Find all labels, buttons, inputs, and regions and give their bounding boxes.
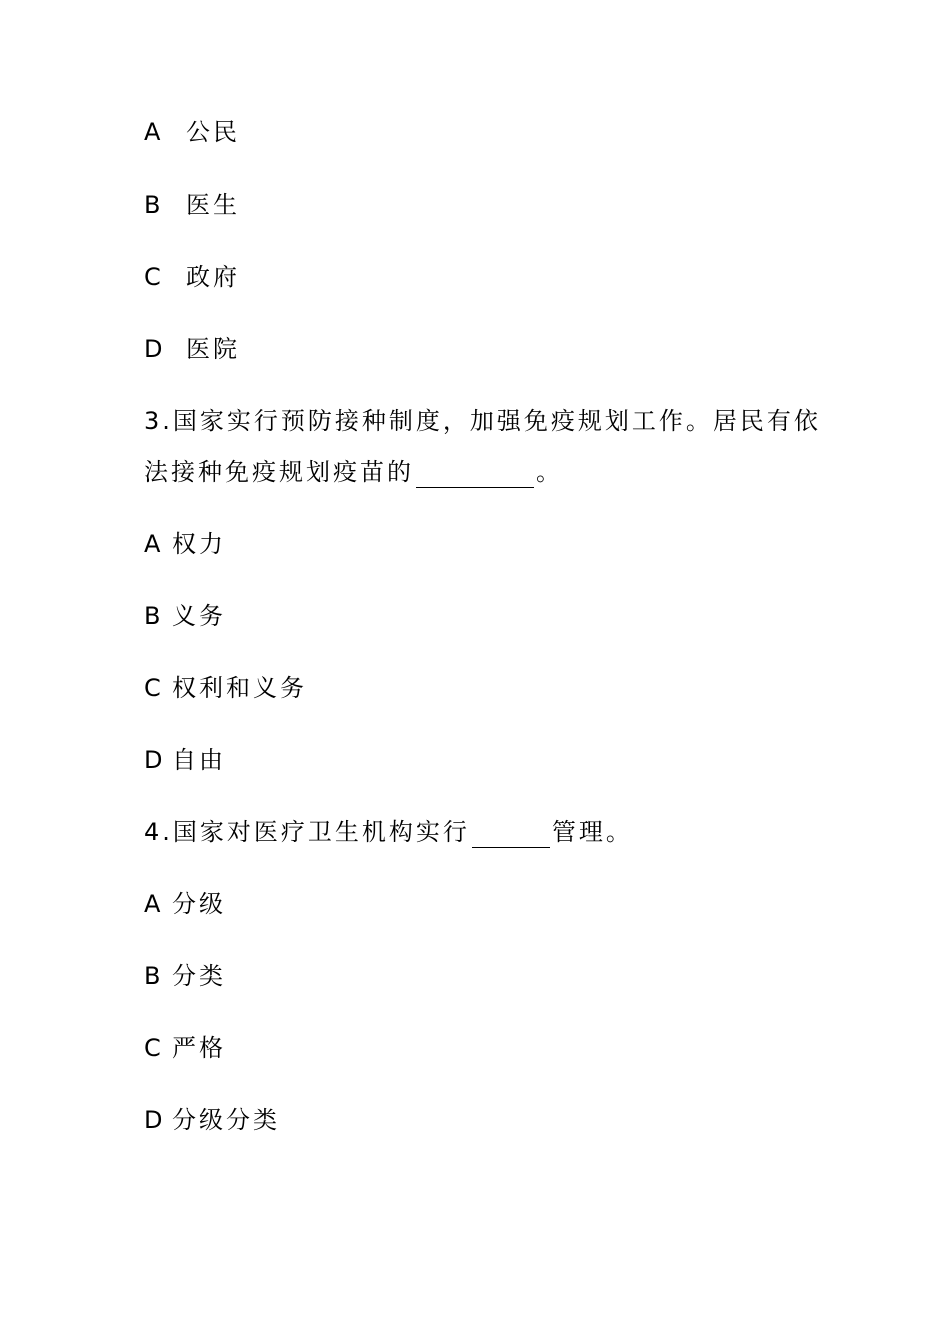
q2-option-b	[144, 189, 240, 221]
q3-stem-text: 法接种免疫规划疫苗的	[144, 458, 414, 486]
option-letter: A	[144, 530, 164, 558]
option-text: 分级分类	[172, 1106, 280, 1134]
option-letter: A	[144, 118, 164, 146]
q4-stem-end: 管理。	[551, 818, 633, 846]
option-text: 自由	[172, 746, 226, 774]
q4-option-a	[144, 888, 226, 920]
q3-option-b	[144, 600, 226, 632]
option-letter: D	[144, 746, 166, 774]
option-text: 分类	[172, 962, 226, 990]
option-text: 医生	[186, 191, 240, 219]
option-letter: C	[144, 674, 164, 702]
option-letter: B	[144, 962, 164, 990]
option-letter: C	[144, 1034, 164, 1062]
option-text: 政府	[186, 263, 240, 291]
q2-option-d	[144, 333, 240, 365]
q2-option-c	[144, 261, 240, 293]
option-text: 分级	[172, 890, 226, 918]
q4-option-c	[144, 1032, 226, 1064]
q2-option-a	[144, 116, 240, 148]
option-text: 义务	[172, 602, 226, 630]
q4-option-d	[144, 1104, 280, 1136]
q3-option-c	[144, 672, 307, 704]
option-letter: B	[144, 602, 164, 630]
q4-stem-text: 4.国家对医疗卫生机构实行	[144, 818, 470, 846]
option-letter: B	[144, 191, 164, 219]
q4-option-b	[144, 960, 226, 992]
q3-option-d	[144, 744, 226, 776]
answer-blank	[472, 817, 550, 848]
q4-stem	[144, 816, 633, 848]
option-letter: A	[144, 890, 164, 918]
q3-stem-line1: 3.国家实行预防接种制度，加强免疫规划工作。居民有依	[144, 407, 821, 435]
option-letter: C	[144, 263, 164, 291]
option-text: 严格	[172, 1034, 226, 1062]
option-text: 医院	[186, 335, 240, 363]
option-text: 权力	[172, 530, 226, 558]
option-letter: D	[144, 335, 166, 363]
q3-option-a	[144, 528, 226, 560]
option-text: 公民	[186, 118, 240, 146]
option-text: 权利和义务	[172, 674, 307, 702]
q3-stem-line2	[144, 456, 563, 488]
answer-blank	[416, 457, 534, 488]
option-letter: D	[144, 1106, 166, 1134]
q3-stem-end: 。	[536, 458, 563, 486]
